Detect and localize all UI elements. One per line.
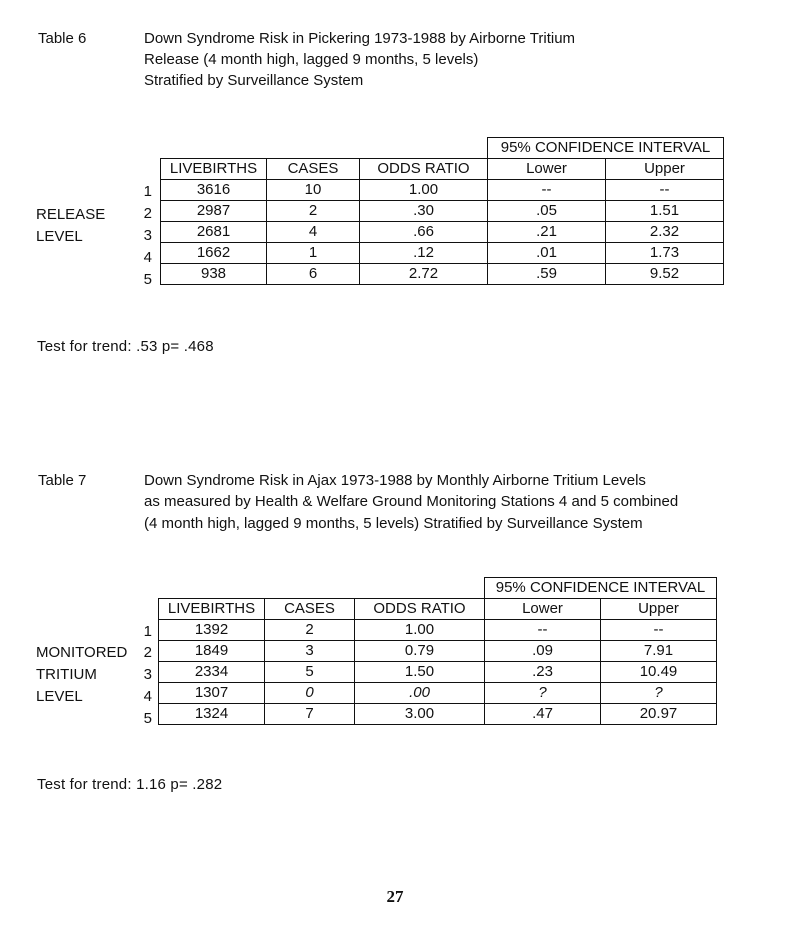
table6-row-number: 1: [143, 183, 152, 200]
odds-ratio-cell: .30: [360, 201, 488, 222]
table-row: [159, 641, 717, 662]
table7-col-upper: Upper: [601, 599, 717, 620]
cases-cell: 0: [265, 683, 355, 704]
table-row: [159, 620, 717, 641]
table7-ci-header: 95% CONFIDENCE INTERVAL: [485, 578, 717, 599]
odds-ratio-cell: .66: [360, 222, 488, 243]
livebirths-cell: 3616: [161, 180, 267, 201]
table-row: [159, 683, 717, 704]
upper-ci-cell: 20.97: [601, 704, 717, 725]
livebirths-cell: 1324: [159, 704, 265, 725]
table7-col-cases: CASES: [265, 599, 355, 620]
cases-cell: 10: [267, 180, 360, 201]
livebirths-cell: 1849: [159, 641, 265, 662]
odds-ratio-cell: 2.72: [360, 264, 488, 285]
table6-col-cases: CASES: [267, 159, 360, 180]
table-row: [161, 264, 724, 285]
upper-ci-cell: ?: [601, 683, 717, 704]
upper-ci-cell: 9.52: [606, 264, 724, 285]
upper-ci-cell: 1.51: [606, 201, 724, 222]
table-row: [161, 180, 724, 201]
table6-col-livebirths: LIVEBIRTHS: [161, 159, 267, 180]
table6-ci-header: 95% CONFIDENCE INTERVAL: [488, 138, 724, 159]
lower-ci-cell: .05: [488, 201, 606, 222]
table7-header-row: [159, 599, 717, 620]
livebirths-cell: 1392: [159, 620, 265, 641]
cases-cell: 3: [265, 641, 355, 662]
lower-ci-cell: .59: [488, 264, 606, 285]
cases-cell: 1: [267, 243, 360, 264]
table-row: [161, 243, 724, 264]
table6-caption-line-1: Down Syndrome Risk in Pickering 1973-1988 by Airborne Tritium: [144, 30, 576, 47]
livebirths-cell: 1307: [159, 683, 265, 704]
table7-label: Table 7: [38, 472, 87, 489]
table7-row-number: 2: [143, 644, 152, 661]
page-number: 27: [386, 887, 404, 906]
table7-col-livebirths: LIVEBIRTHS: [159, 599, 265, 620]
table7-side-label-monitored: MONITORED: [36, 644, 128, 661]
table7-side-label-level: LEVEL: [36, 688, 83, 705]
cases-cell: 7: [265, 704, 355, 725]
lower-ci-cell: --: [485, 620, 601, 641]
table-row: [159, 704, 717, 725]
cases-cell: 2: [267, 201, 360, 222]
table6-side-label-release: RELEASE: [36, 206, 106, 223]
table-row: [161, 201, 724, 222]
table7-row-number: 1: [143, 623, 152, 640]
livebirths-cell: 2681: [161, 222, 267, 243]
table6-caption-line-2: Release (4 month high, lagged 9 months, 5 levels): [144, 51, 479, 68]
table6-row-number: 3: [143, 227, 152, 244]
table7-caption-line-2: as measured by Health & Welfare Ground Monitoring Stations 4 and 5 combined: [144, 493, 679, 510]
lower-ci-cell: .09: [485, 641, 601, 662]
table7-side-label-tritium: TRITIUM: [36, 666, 97, 683]
lower-ci-cell: ?: [485, 683, 601, 704]
table6-header-row: [161, 159, 724, 180]
lower-ci-cell: .23: [485, 662, 601, 683]
lower-ci-cell: .47: [485, 704, 601, 725]
table6-side-label-level: LEVEL: [36, 228, 83, 245]
odds-ratio-cell: 1.00: [360, 180, 488, 201]
table7-col-odds-ratio: ODDS RATIO: [355, 599, 485, 620]
livebirths-cell: 2987: [161, 201, 267, 222]
cases-cell: 4: [267, 222, 360, 243]
table7-data-table: [158, 577, 717, 725]
table7-col-lower: Lower: [485, 599, 601, 620]
table7-row-number: 3: [143, 666, 152, 683]
table6-col-upper: Upper: [606, 159, 724, 180]
table6-trend-test: Test for trend: .53 p= .468: [37, 338, 214, 355]
table7-row-number: 4: [143, 688, 152, 705]
livebirths-cell: 2334: [159, 662, 265, 683]
cases-cell: 5: [265, 662, 355, 683]
odds-ratio-cell: 0.79: [355, 641, 485, 662]
lower-ci-cell: .01: [488, 243, 606, 264]
table7-trend-test: Test for trend: 1.16 p= .282: [37, 776, 223, 793]
table6-caption-line-3: Stratified by Surveillance System: [144, 72, 364, 89]
upper-ci-cell: 10.49: [601, 662, 717, 683]
lower-ci-cell: .21: [488, 222, 606, 243]
odds-ratio-cell: 1.00: [355, 620, 485, 641]
table6-row-number: 5: [143, 271, 152, 288]
table-row: [161, 222, 724, 243]
lower-ci-cell: --: [488, 180, 606, 201]
odds-ratio-cell: .00: [355, 683, 485, 704]
table6-label: Table 6: [38, 30, 87, 47]
table-row: [159, 662, 717, 683]
upper-ci-cell: 1.73: [606, 243, 724, 264]
table7-row-number: 5: [143, 710, 152, 727]
livebirths-cell: 1662: [161, 243, 267, 264]
table7-caption-line-1: Down Syndrome Risk in Ajax 1973-1988 by Monthly Airborne Tritium Levels: [144, 472, 646, 489]
cases-cell: 2: [265, 620, 355, 641]
table6-row-number: 2: [143, 205, 152, 222]
table6-row-number: 4: [143, 249, 152, 266]
upper-ci-cell: 7.91: [601, 641, 717, 662]
livebirths-cell: 938: [161, 264, 267, 285]
table7-caption-line-3: (4 month high, lagged 9 months, 5 levels) Stratified by Surveillance System: [144, 515, 643, 532]
cases-cell: 6: [267, 264, 360, 285]
table6-col-lower: Lower: [488, 159, 606, 180]
upper-ci-cell: --: [601, 620, 717, 641]
table6-data-table: [160, 137, 724, 285]
upper-ci-cell: 2.32: [606, 222, 724, 243]
odds-ratio-cell: 3.00: [355, 704, 485, 725]
odds-ratio-cell: .12: [360, 243, 488, 264]
upper-ci-cell: --: [606, 180, 724, 201]
odds-ratio-cell: 1.50: [355, 662, 485, 683]
table6-col-odds-ratio: ODDS RATIO: [360, 159, 488, 180]
